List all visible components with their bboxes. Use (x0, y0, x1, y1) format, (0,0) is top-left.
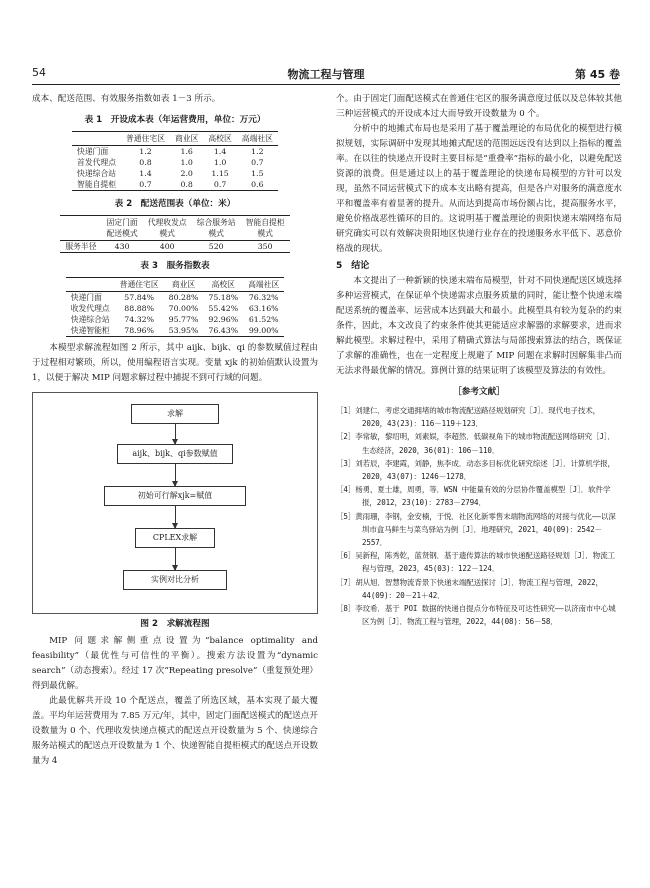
table-row (60, 241, 289, 253)
reference-item: ［8］李玟希．基于 POI 数据的快递自提点分布特征及可达性研究——以济南市中心城区为例［J］．物流工程与管理，2022，44(08)：56－58． (336, 604, 616, 627)
table-cell: 1.6 (180, 147, 193, 156)
row-label: 智能自提柜 (72, 179, 121, 191)
table-cell: 70.00% (168, 304, 199, 313)
table-cell: 99.00% (243, 325, 284, 337)
journal-title: 物流工程与管理 (287, 68, 365, 81)
page-header (32, 66, 620, 82)
column-header-line: 模式 (208, 229, 224, 238)
reference-item: ［5］黄雨珊，李钢，金安楠，于悦．社区化新零售末端物流网络的对接与优化——以深圳市盒马鲜生与菜鸟驿站为例［J］．地理研究，2021，40(09)：2542－2557． (336, 511, 616, 548)
table-cell: 80.28% (168, 293, 199, 302)
row-label: 收发代理点 (70, 304, 110, 313)
column-header-line: 综合服务站 (196, 218, 236, 227)
column-header-line: 模式 (257, 229, 273, 238)
range-table (60, 215, 289, 253)
table-cell: 0.7 (203, 179, 236, 191)
table-cell: 0.8 (170, 179, 203, 191)
paragraph-solution: 此最优解共开设 10 个配送点，覆盖了所选区域，基本实现了最大覆盖。平均年运营费用为 7.85 万元/年，其中，固定门面配送模式的配送点开设数量为 0 个、代理收发快递点模式的配送点开设数量为 5 个、快递综合服务站模式的配送点开设数量为 1 个、快递智能自提柜模式的配送点开设数量为 4 (32, 696, 318, 766)
paragraph-model-flow: 本模型求解流程如图 2 所示，其中 aijk、bijk、qi 的参数赋值过程由于过程相对繁琐，所以，使用编程语言实现。变量 xjk 的初始值默认设置为 1，以便于解决 MIP 问题求解过程中捕捉不到可行域的问题。 (32, 343, 318, 383)
table3-caption: 表 3 服务指数表 (140, 261, 210, 271)
row-label: 服务半径 (60, 241, 101, 253)
column-header-line: 固定门面 (106, 218, 138, 227)
table-cell: 88.88% (124, 304, 155, 313)
column-header (241, 216, 290, 241)
table-cell: 76.32% (248, 293, 279, 302)
flowchart (32, 392, 318, 614)
table-row (66, 325, 285, 337)
column-header: 商业区 (164, 278, 204, 292)
row-label: 快递门面 (77, 147, 109, 156)
column-header (192, 216, 241, 241)
table-cell: 1.0 (180, 158, 193, 167)
section-heading-conclusion: 5 结论 (336, 261, 370, 271)
table-cell: 2.0 (180, 169, 193, 178)
left-column (32, 92, 318, 769)
column-header: 高校区 (203, 132, 236, 146)
table-cell: 1.2 (139, 147, 152, 156)
column-header: 高端社区 (243, 278, 284, 292)
row-label: 快递综合站 (70, 315, 110, 324)
table-cell: 0.7 (121, 179, 170, 191)
table-cell: 1.5 (251, 169, 264, 178)
table-cell: 0.8 (139, 158, 152, 167)
column-header: 高校区 (203, 278, 243, 292)
table-cell: 53.95% (164, 325, 204, 337)
paragraph-mip: MIP 问题求解侧重点设置为“balance optimality and feasibility”（最优性与可信性的平衡）。搜索方法设置为“dynamic search”（动态搜索）。经过 17 次“Repeating presolve”（重复预处理）得到最优解。 (32, 636, 318, 691)
row-label: 首发代理点 (77, 158, 117, 167)
column-header: 高端社区 (237, 132, 278, 146)
paragraph-conclusion: 本文提出了一种新颖的快递末端布局模型，针对不同快递配送区域选择多种运营模式，在保证单个快递需求点服务质量的同时，能让整个快递末端配送系统的覆盖率、运营成本达到最大和最小。此模型具有较为复杂的约束条件，因此，本文改良了约束条件使其更能适应求解器的求解要求，进而求解此模型。求解过程中，采用了精确式算法与局部搜索算法的结合，既保证了求解的准确性，也在一定程度上规避了 MIP 问题在求解时因解集非凸而无法求得最优解的情况。算例计算的结果证明了该模型及算法的有效性。 (336, 276, 622, 376)
table-cell: 1.0 (213, 158, 227, 167)
table-cell: 92.96% (208, 315, 239, 324)
reference-list (336, 404, 622, 628)
table-cell: 430 (102, 241, 143, 253)
reference-item: ［2］李常敏，黎绍明，刘素娱，李超然．低碳视角下的城市物流配送网络研究［J］．生态经济，2020，36(01)：106－110． (336, 432, 615, 455)
column-header (72, 132, 121, 146)
table1-caption: 表 1 开设成本表（年运营费用，单位：万元） (84, 115, 266, 125)
column-header (143, 216, 192, 241)
flow-step-cplex: CPLEX求解 (135, 528, 215, 548)
column-header: 普通住宅区 (121, 132, 170, 146)
reference-item: ［6］吴新程，陈秀乾，蓝贤钢．基于遗传算法的城市快递配送路径规划［J］．物流工程与管理，2023，45(03)：122－124． (336, 551, 615, 574)
column-header-line: 配送模式 (106, 229, 138, 238)
table-cell: 61.52% (248, 315, 279, 324)
table-cell: 76.43% (203, 325, 243, 337)
flow-arrow (175, 506, 176, 528)
column-header-line: 智能自提柜 (245, 218, 285, 227)
header-rule (32, 84, 620, 85)
table-cell: 78.96% (115, 325, 164, 337)
flow-arrow (175, 548, 176, 570)
reference-item: ［3］刘若辰，李建霞，刘静，焦李成．动态多目标优化研究综述［J］．计算机学报，2020，43(07)：1246－1278． (336, 458, 615, 482)
column-header-line: 模式 (159, 229, 175, 238)
table-cell: 63.16% (248, 304, 279, 313)
intro-text: 成本、配送范围、有效服务指数如表 1－3 所示。 (32, 94, 221, 104)
figure2-caption: 图 2 求解流程图 (140, 619, 210, 629)
flow-step-solve: 求解 (131, 404, 219, 424)
row-label: 快递门面 (70, 293, 102, 302)
table-cell: 95.77% (168, 315, 199, 324)
reference-item: ［1］刘建仁．考虑交通拥堵的城市物流配送路径规划研究［J］．现代电子技术，2020，43(23)：116－119＋123． (336, 406, 601, 429)
table-cell: 1.4 (213, 147, 227, 156)
flow-step-compare: 实例对比分析 (123, 570, 227, 590)
table-cell: 1.15 (211, 169, 229, 178)
flow-step-initial: 初始可行解xjk=赋值 (104, 486, 246, 506)
table-cell: 400 (143, 241, 192, 253)
flow-arrow (175, 464, 176, 486)
column-header: 普通住宅区 (115, 278, 164, 292)
volume-label: 第 45 卷 (575, 68, 620, 81)
table-row (66, 314, 285, 325)
table-cell: 0.7 (251, 158, 264, 167)
table-cell: 0.6 (237, 179, 278, 191)
paragraph-analysis: 分析中的地摊式布局也是采用了基于覆盖理论的布局优化的模型进行模拟规划，实际调研中发现其地摊式配送的范围远远没有达到以上指标的覆盖率。在以往的快递点开设时主要目标是“重叠率”指标的最小化，以避免配送资源的浪费。但是通过以上的基于覆盖理论的快递布局模型的方针可以发现，虽然不同运营模式下的成本支出略有提高，但是各户对服务的满意度水平和覆盖率有着显著的提升。从而达到提高市场份额占比，提高服务水平，避免价格战恶性循环的目的。这说明基于覆盖理论的贵阳快递末端网络布局研究确实可以有效解决贵阳地区快递行业存在的投递服务水平低下、恶意价格战的现状。 (336, 124, 622, 254)
table-cell: 520 (192, 241, 241, 253)
table-cell: 75.18% (208, 293, 239, 302)
column-header (66, 278, 115, 292)
table-cell: 1.4 (139, 169, 152, 178)
reference-item: ［7］胡从旭．智慧物流背景下快递末端配送探讨［J］．物流工程与管理，2022，44(09)：20－21＋42． (336, 577, 603, 600)
column-header: 商业区 (170, 132, 203, 146)
paragraph-continued: 个。由于固定门面配送模式在普通住宅区的服务满意度过低以及总体较其他三种运营模式的开设成本过大而导致开设数量为 0 个。 (336, 94, 622, 119)
table-cell: 74.32% (124, 315, 155, 324)
table-cell: 57.84% (124, 293, 155, 302)
table-cell: 350 (241, 241, 290, 253)
table-row (72, 146, 278, 158)
row-label: 快递智能柜 (66, 325, 115, 337)
table-row (66, 292, 285, 304)
column-header-line: 代理收发点 (147, 218, 187, 227)
column-header (60, 216, 101, 241)
flow-step-params: aijk、bijk、qi参数赋值 (117, 444, 233, 464)
row-label: 快递综合站 (77, 169, 117, 178)
table-row (72, 168, 278, 179)
flow-arrow (175, 424, 176, 444)
table-row (66, 303, 285, 314)
table-cell: 1.2 (251, 147, 264, 156)
cost-table (72, 131, 278, 191)
references-heading: ［参考文献］ (453, 387, 505, 397)
table2-caption: 表 2 配送范围表（单位：米） (114, 199, 236, 209)
column-header (102, 216, 143, 241)
service-index-table (66, 277, 285, 337)
reference-item: ［4］杨勇，夏士雄，周勇，等．WSN 中能量有效的分层协作覆盖模型［J］．软件学报，2012，23(10)：2783－2794． (336, 485, 611, 508)
table-cell: 55.42% (208, 304, 239, 313)
right-column (336, 92, 622, 628)
table-row (72, 179, 278, 191)
page-number: 54 (32, 66, 46, 79)
table-row (72, 157, 278, 168)
